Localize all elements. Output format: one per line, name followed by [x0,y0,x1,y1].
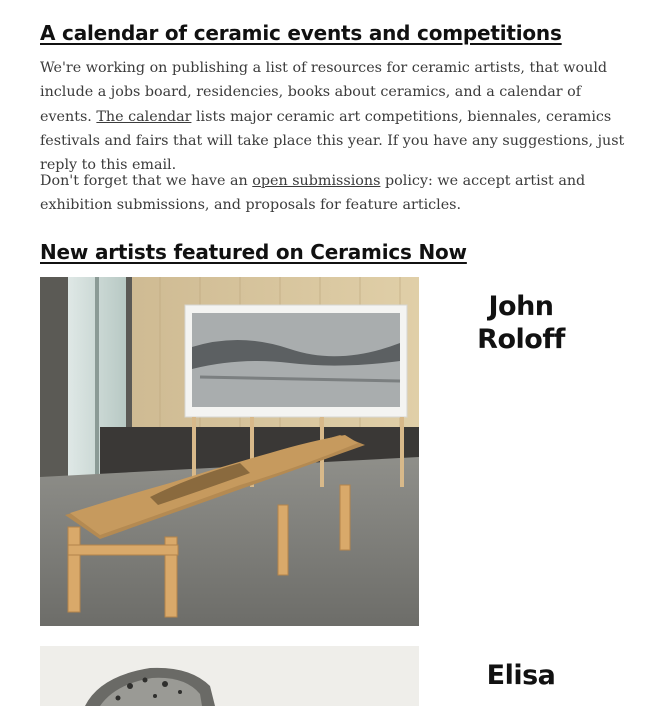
events-paragraph [40,56,625,177]
events-paragraph-text-start: We're working on publishing a list of resources for ceramic artists, that would include a jobs board, residencies, books about ceramics, and a calendar of events. [40,60,608,125]
gallery-installation-image [40,277,419,626]
artist-name-john-roloff[interactable] [460,290,582,356]
events-paragraph-text-end: lists major ceramic art competitions, biennales, ceramics festivals and fairs that will take place this year. If you have any suggestions, just reply to this email. [40,108,625,174]
submissions-paragraph-text-start: Don't forget that we have an [40,173,253,189]
featured-artists-heading[interactable]: New artists featured on Ceramics Now [40,240,467,264]
events-section-heading[interactable]: A calendar of ceramic events and competitions [40,21,562,45]
submissions-paragraph-text-end: policy: we accept artist and exhibition submissions, and proposals for feature articles. [40,173,586,214]
artist-name-line-1: John [488,291,554,322]
ceramic-object-image [40,646,419,706]
open-submissions-link[interactable]: open submissions [252,173,381,189]
artist-name-line-1: Elisa [486,660,556,691]
artist-image-john-roloff[interactable] [40,277,419,626]
artist-name-elisa[interactable] [460,659,582,692]
calendar-link[interactable]: The calendar [96,108,192,125]
artist-name-line-2: Roloff [477,324,565,355]
artist-image-elisa[interactable] [40,646,419,706]
submissions-paragraph [40,169,625,218]
